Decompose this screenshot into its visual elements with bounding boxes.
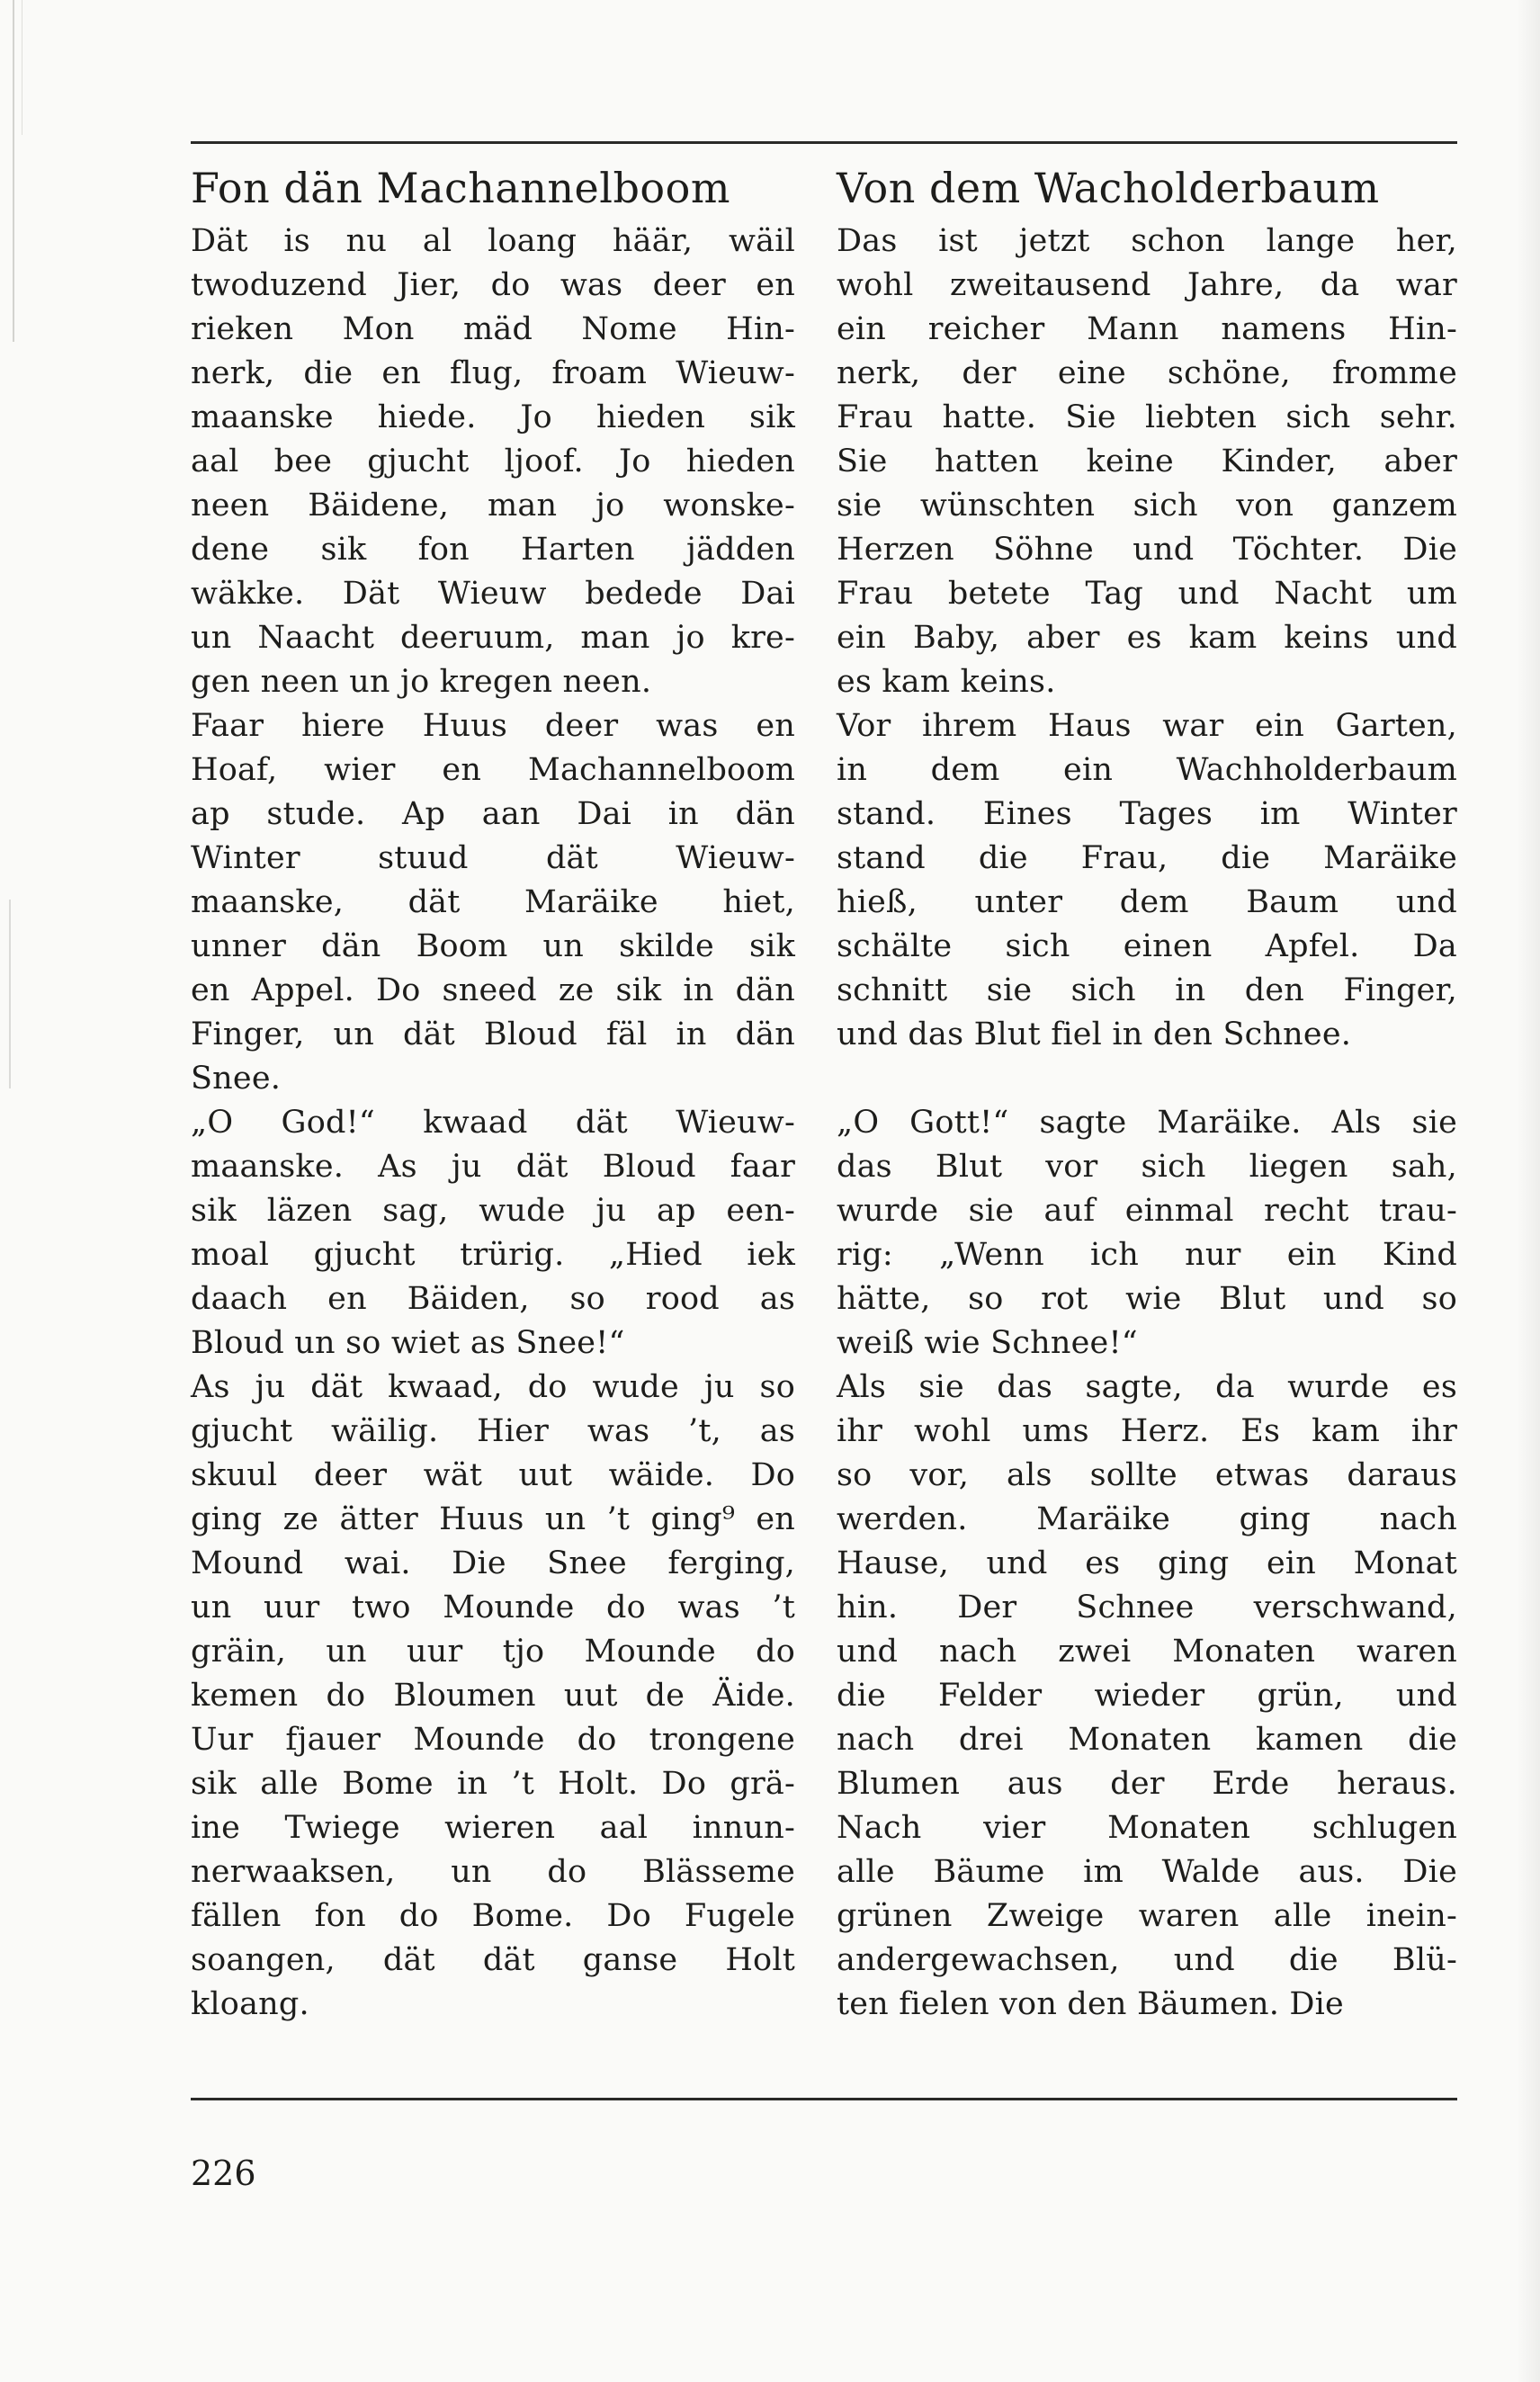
text-line: gjucht wäilig. Hier was ’t, as: [191, 1413, 795, 1449]
text-line: Vor ihrem Haus war ein Garten,: [837, 708, 1457, 744]
text-line: wäkke. Dät Wieuw bedede Dai: [191, 576, 795, 612]
paragraph: [191, 219, 795, 704]
text-line: sie wünschten sich von ganzem: [837, 488, 1457, 524]
right-column-german: [837, 162, 1457, 2027]
paragraph: [191, 1366, 795, 2027]
text-line: Nach vier Monaten schlugen: [837, 1810, 1457, 1846]
text-line: fällen fon do Bome. Do Fugele: [191, 1898, 795, 1934]
right-column-text: [837, 219, 1457, 2027]
text-line: ine Twiege wieren aal innun-: [191, 1810, 795, 1846]
text-line: nerk, der eine schöne, fromme: [837, 355, 1457, 391]
paragraph: [191, 704, 795, 1101]
text-line: Blumen aus der Erde heraus.: [837, 1766, 1457, 1802]
text-line: das Blut vor sich liegen sah,: [837, 1149, 1457, 1185]
text-line: Frau betete Tag und Nacht um: [837, 576, 1457, 612]
text-line: nerwaaksen, un do Blässeme: [191, 1854, 795, 1890]
text-line: hätte, so rot wie Blut und so: [837, 1281, 1457, 1317]
text-line: maanske hiede. Jo hieden sik: [191, 399, 795, 435]
text-line: Hoaf, wier en Machannelboom: [191, 752, 795, 788]
paragraph: [191, 1101, 795, 1366]
text-line: die Felder wieder grün, und: [837, 1678, 1457, 1714]
text-line: Bloud un so wiet as Snee!“: [191, 1325, 625, 1361]
text-line: Finger, un dät Bloud fäl in dän: [191, 1016, 795, 1052]
text-line: gen neen un jo kregen neen.: [191, 664, 652, 700]
text-line: ihr wohl ums Herz. Es kam ihr: [837, 1413, 1457, 1449]
text-line: skuul deer wät uut wäide. Do: [191, 1457, 795, 1493]
scan-artifact: [13, 0, 14, 342]
text-line: soangen, dät dät ganse Holt: [191, 1942, 795, 1978]
page-content: [191, 162, 1457, 2027]
text-line: kloang.: [191, 1986, 309, 2022]
top-rule: [191, 141, 1457, 144]
text-line: wohl zweitausend Jahre, da war: [837, 267, 1457, 303]
text-line: „O Gott!“ sagte Maräike. Als sie: [837, 1105, 1457, 1141]
text-line: weiß wie Schnee!“: [837, 1325, 1138, 1361]
text-line: und das Blut fiel in den Schnee.: [837, 1016, 1352, 1052]
text-line: Faar hiere Huus deer was en: [191, 708, 795, 744]
text-line: „O God!“ kwaad dät Wieuw-: [191, 1105, 795, 1141]
text-line: twoduzend Jier, do was deer en: [191, 267, 795, 303]
text-line: en Appel. Do sneed ze sik in dän: [191, 972, 795, 1008]
scan-edge-shading: [1517, 0, 1540, 2382]
paragraph: [837, 1366, 1457, 2027]
text-line: Als sie das sagte, da wurde es: [837, 1369, 1457, 1405]
text-line: Frau hatte. Sie liebten sich sehr.: [837, 399, 1457, 435]
text-line: As ju dät kwaad, do wude ju so: [191, 1369, 795, 1405]
text-line: andergewachsen, und die Blü-: [837, 1942, 1457, 1978]
right-column-title: Von dem Wacholderbaum: [837, 164, 1380, 212]
paragraph: [837, 219, 1457, 704]
text-line: Snee.: [191, 1061, 282, 1097]
text-line: ging ze ätter Huus un ’t ging⁹ en: [191, 1501, 795, 1537]
text-line: kemen do Bloumen uut de Äide.: [191, 1678, 795, 1714]
text-line: maanske. As ju dät Bloud faar: [191, 1149, 795, 1185]
bottom-rule: [191, 2098, 1457, 2100]
text-line: es kam keins.: [837, 664, 1056, 700]
text-line: ten fielen von den Bäumen. Die: [837, 1986, 1344, 2022]
text-line: rig: „Wenn ich nur ein Kind: [837, 1237, 1457, 1273]
text-line: hin. Der Schnee verschwand,: [837, 1589, 1457, 1625]
scan-artifact: [9, 900, 11, 1088]
text-line: aal bee gjucht ljoof. Jo hieden: [191, 443, 795, 479]
text-line: daach en Bäiden, so rood as: [191, 1281, 795, 1317]
text-line: un uur two Mounde do was ’t: [191, 1589, 795, 1625]
text-line: Hause, und es ging ein Monat: [837, 1545, 1457, 1581]
text-line: sik alle Bome in ’t Holt. Do grä-: [191, 1766, 795, 1802]
text-line: nerk, die en flug, froam Wieuw-: [191, 355, 795, 391]
text-line: werden. Maräike ging nach: [837, 1501, 1457, 1537]
left-column-title: Fon dän Machannelboom: [191, 164, 730, 212]
text-line: ein reicher Mann namens Hin-: [837, 311, 1457, 347]
text-line: Mound wai. Die Snee ferging,: [191, 1545, 795, 1581]
paragraph: [837, 1101, 1457, 1366]
text-line: Winter stuud dät Wieuw-: [191, 840, 795, 876]
text-line: nach drei Monaten kamen die: [837, 1722, 1457, 1758]
text-line: rieken Mon mäd Nome Hin-: [191, 311, 795, 347]
text-line: moal gjucht trürig. „Hied iek: [191, 1237, 795, 1273]
text-line: so vor, als sollte etwas daraus: [837, 1457, 1457, 1493]
text-line: Dät is nu al loang häär, wäil: [191, 223, 795, 259]
text-line: ein Baby, aber es kam keins und: [837, 620, 1457, 656]
text-line: sik läzen sag, wude ju ap een-: [191, 1193, 795, 1229]
text-line: schälte sich einen Apfel. Da: [837, 928, 1457, 964]
text-line: stand die Frau, die Maräike: [837, 840, 1457, 876]
text-line: und nach zwei Monaten waren: [837, 1634, 1457, 1670]
text-line: wurde sie auf einmal recht trau-: [837, 1193, 1457, 1229]
text-line: unner dän Boom un skilde sik: [191, 928, 795, 964]
text-line: stand. Eines Tages im Winter: [837, 796, 1457, 832]
text-line: Das ist jetzt schon lange her,: [837, 223, 1457, 259]
text-line: schnitt sie sich in den Finger,: [837, 972, 1457, 1008]
text-line: hieß, unter dem Baum und: [837, 884, 1457, 920]
text-line: dene sik fon Harten jädden: [191, 532, 795, 568]
left-column-dialect: [191, 162, 795, 2027]
text-line: in dem ein Wachholderbaum: [837, 752, 1457, 788]
text-line: Sie hatten keine Kinder, aber: [837, 443, 1457, 479]
left-column-text: [191, 219, 795, 2027]
text-line: un Naacht deeruum, man jo kre-: [191, 620, 795, 656]
text-line: grünen Zweige waren alle inein-: [837, 1898, 1457, 1934]
text-line: ap stude. Ap aan Dai in dän: [191, 796, 795, 832]
text-line: maanske, dät Maräike hiet,: [191, 884, 795, 920]
text-line: Uur fjauer Mounde do trongene: [191, 1722, 795, 1758]
paragraph: [837, 704, 1457, 1057]
text-line: Herzen Söhne und Töchter. Die: [837, 532, 1457, 568]
text-line: alle Bäume im Walde aus. Die: [837, 1854, 1457, 1890]
text-line: gräin, un uur tjo Mounde do: [191, 1634, 795, 1670]
page-number: 226: [191, 2154, 256, 2193]
text-line: neen Bäidene, man jo wonske-: [191, 488, 795, 524]
